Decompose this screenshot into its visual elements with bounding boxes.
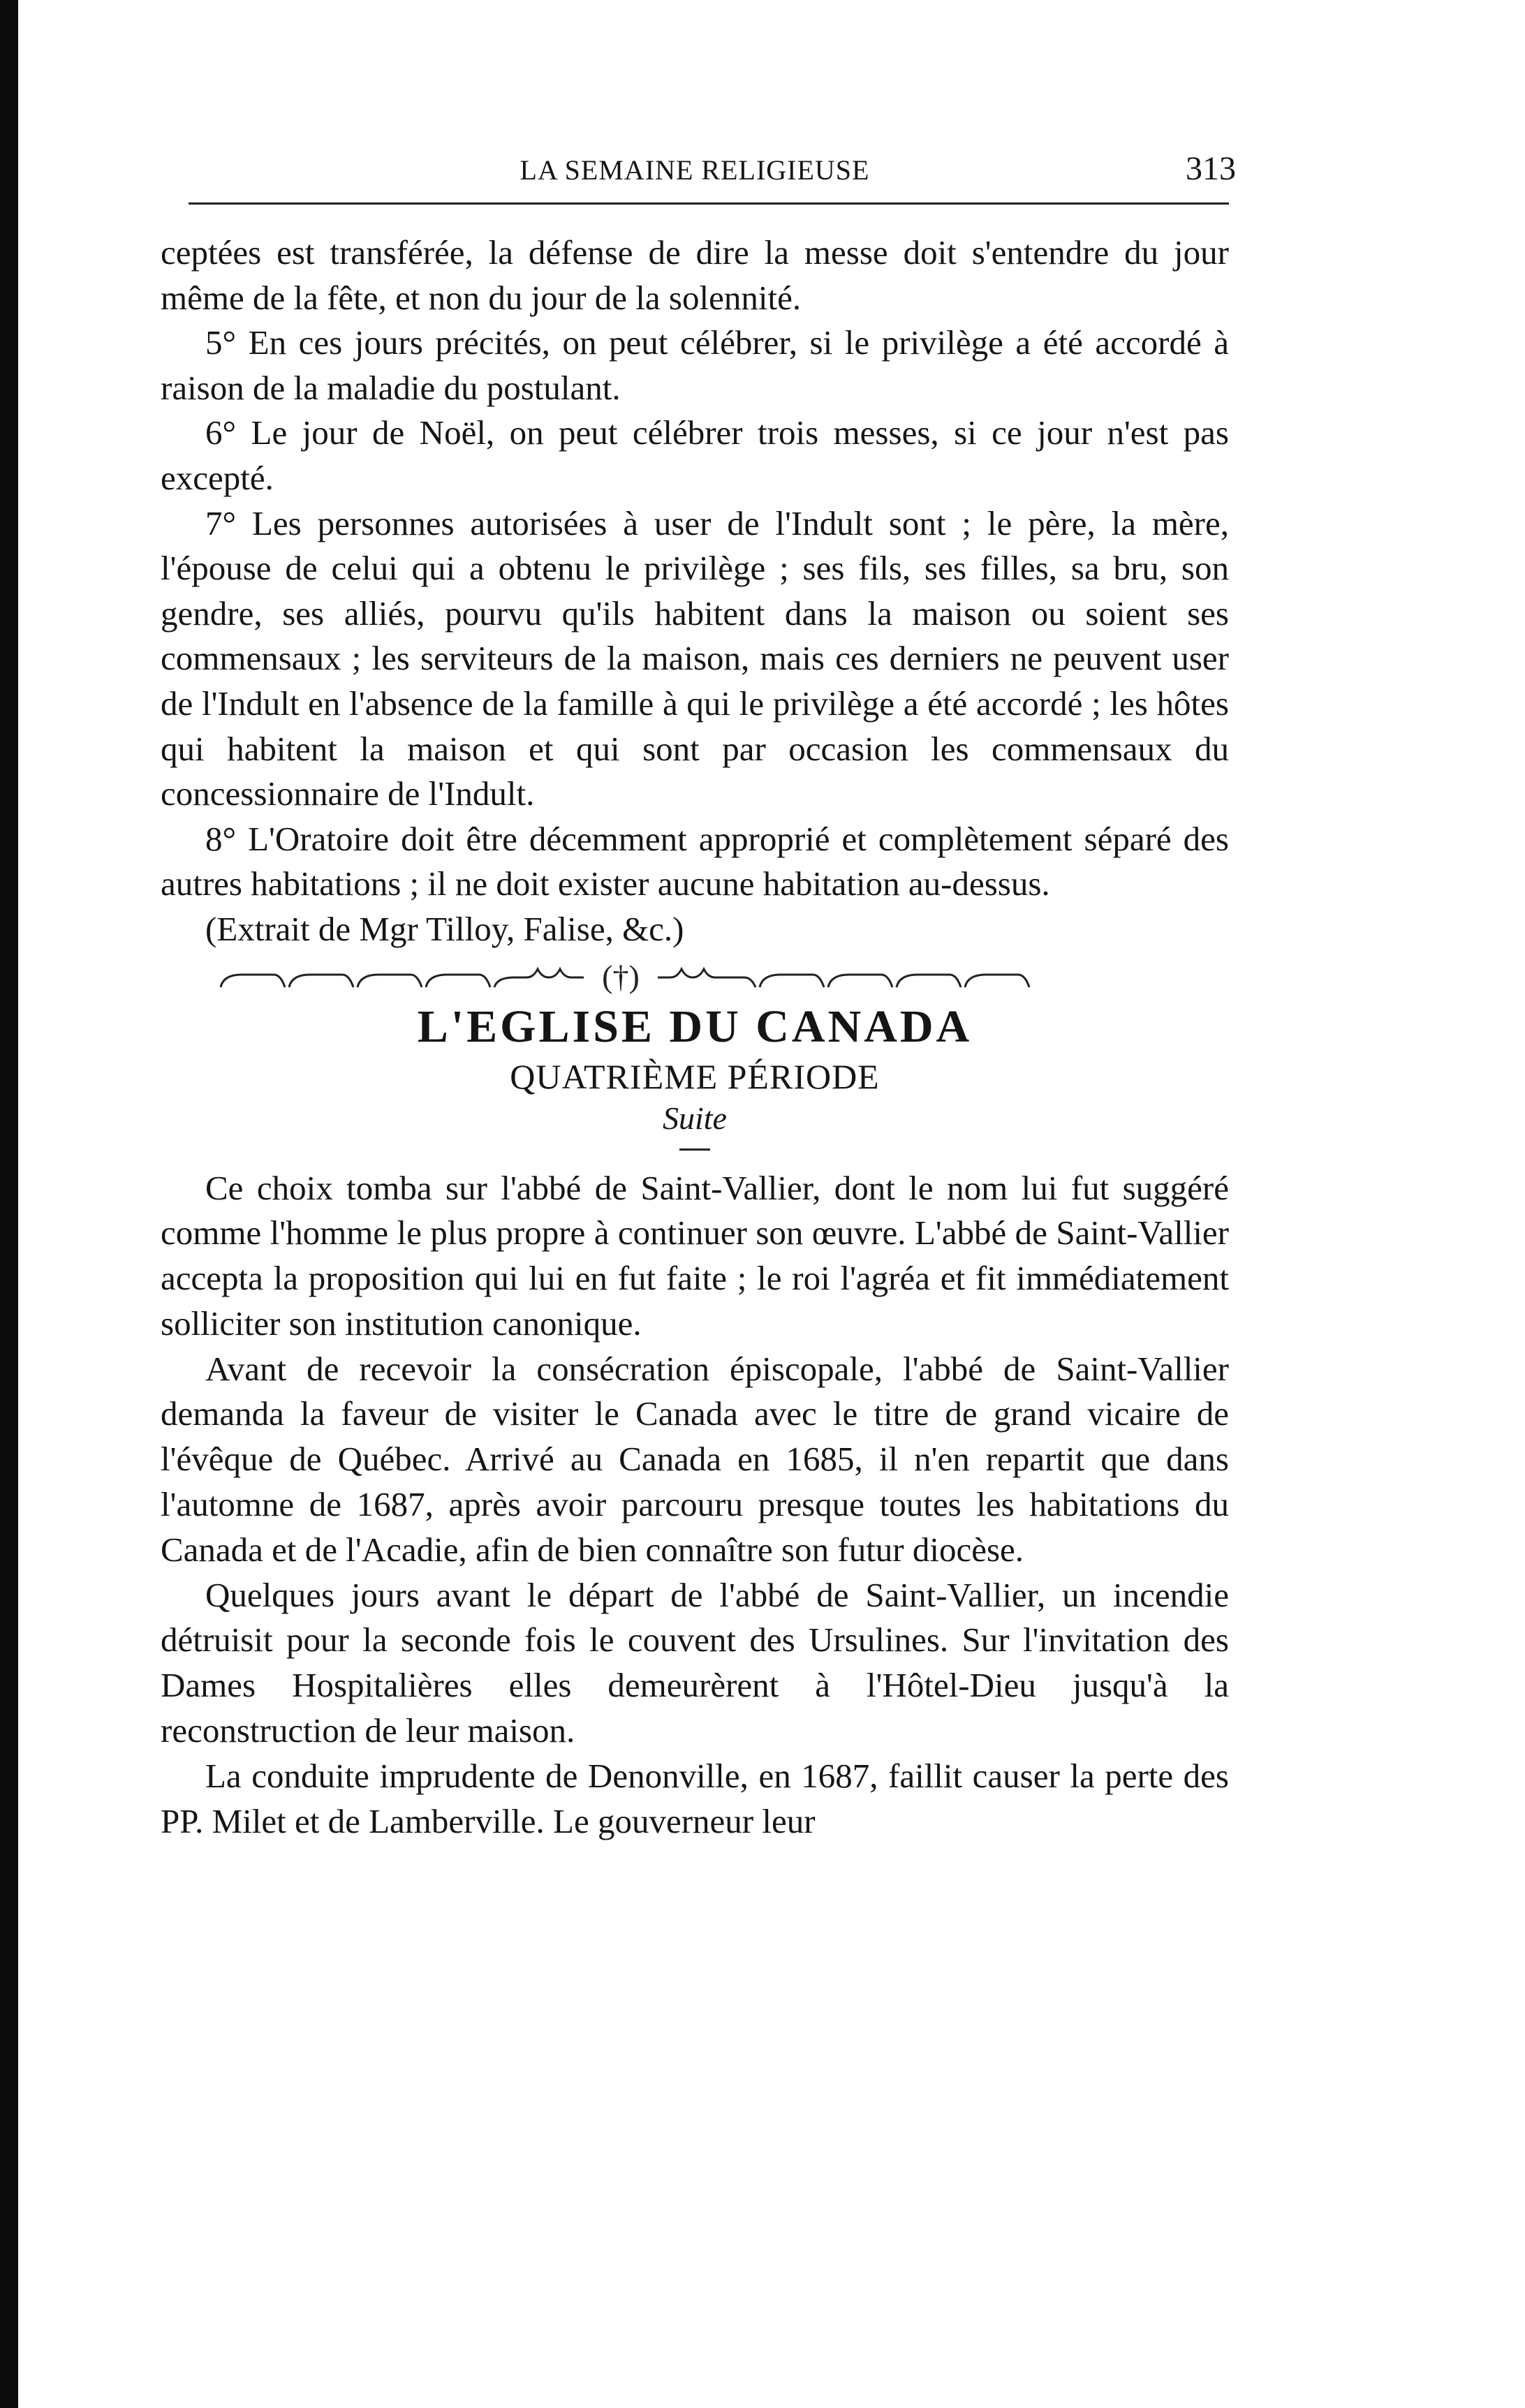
- paragraph: ceptées est transférée, la défense de dire la messe doit s'entendre du jour même de la fête, et non du jour de la solennité.: [161, 233, 1229, 317]
- paragraph: 5° En ces jours précités, on peut célébrer, si le privilège a été accordé à raison de la maladie du postulant.: [161, 323, 1229, 407]
- continuation-label: Suite: [663, 1100, 727, 1136]
- paragraph: Avant de recevoir la consécration épiscopale, l'abbé de Saint-Vallier demanda la faveur de visiter le Canada avec le titre de grand vicaire de l'évêque de Québec. Arrivé au Canada en 1685, il n'en repartit que dans l'automne de 1687, après avoir parcouru presque toutes les habitations du Canada et de l'Acadie, afin de bien connaître son futur diocèse.: [161, 1349, 1229, 1569]
- source-citation: (Extrait de Mgr Tilloy, Falise, &c.): [205, 909, 684, 948]
- page-number: 313: [1186, 150, 1236, 187]
- running-header: [161, 126, 1236, 189]
- ornament-cross: (†): [602, 958, 640, 994]
- intro-text: [161, 230, 1229, 952]
- paragraph: Ce choix tomba sur l'abbé de Saint-Vallier, dont le nom lui fut suggéré comme l'homme le plus propre à continuer son œuvre. L'abbé de Saint-Vallier accepta la proposition qui lui en fut faite ; le roi l'agréa et fit immédiatement solliciter son institution canonique.: [161, 1168, 1229, 1343]
- article-text: [161, 1166, 1229, 1845]
- short-rule: [679, 1148, 710, 1151]
- paragraph: 6° Le jour de Noël, on peut célébrer trois messes, si ce jour n'est pas excepté.: [161, 413, 1229, 497]
- section-subtitle: QUATRIÈME PÉRIODE: [510, 1056, 880, 1096]
- paragraph: Quelques jours avant le départ de l'abbé de Saint-Vallier, un incendie détruisit pour la seconde fois le couvent des Ursulines. Sur l'invitation des Dames Hospitalières elles demeurèrent à l'Hôtel-Dieu jusqu'à la reconstruction de leur maison.: [161, 1575, 1229, 1750]
- paragraph: La conduite imprudente de Denonville, en 1687, faillit causer la perte des PP. Milet et de Lamberville. Le gouverneur leur: [161, 1756, 1229, 1840]
- header-rule: [189, 202, 1229, 205]
- paragraph: 8° L'Oratoire doit être décemment approprié et complètement séparé des autres habitations ; il ne doit exister aucune habitation au-dessus.: [161, 819, 1229, 903]
- running-title: LA SEMAINE RELIGIEUSE: [520, 154, 870, 186]
- book-page: [161, 126, 1236, 1844]
- section-title: L'EGLISE DU CANADA: [417, 1000, 973, 1052]
- decorative-divider: [214, 956, 1163, 996]
- paragraph: 7° Les personnes autorisées à user de l'Indult sont ; le père, la mère, l'épouse de celui qui a obtenu le privilège ; ses fils, ses filles, sa bru, son gendre, ses alliés, pourvu qu'ils habitent dans la maison ou soient ses commensaux ; les serviteurs de la maison, mais ces derniers ne peuvent user de l'Indult en l'absence de la famille à qui le privilège a été accordé ; les hôtes qui habitent la maison et qui sont par occasion les commensaux du concessionnaire de l'Indult.: [161, 503, 1229, 813]
- scan-edge-shadow: [0, 0, 18, 2408]
